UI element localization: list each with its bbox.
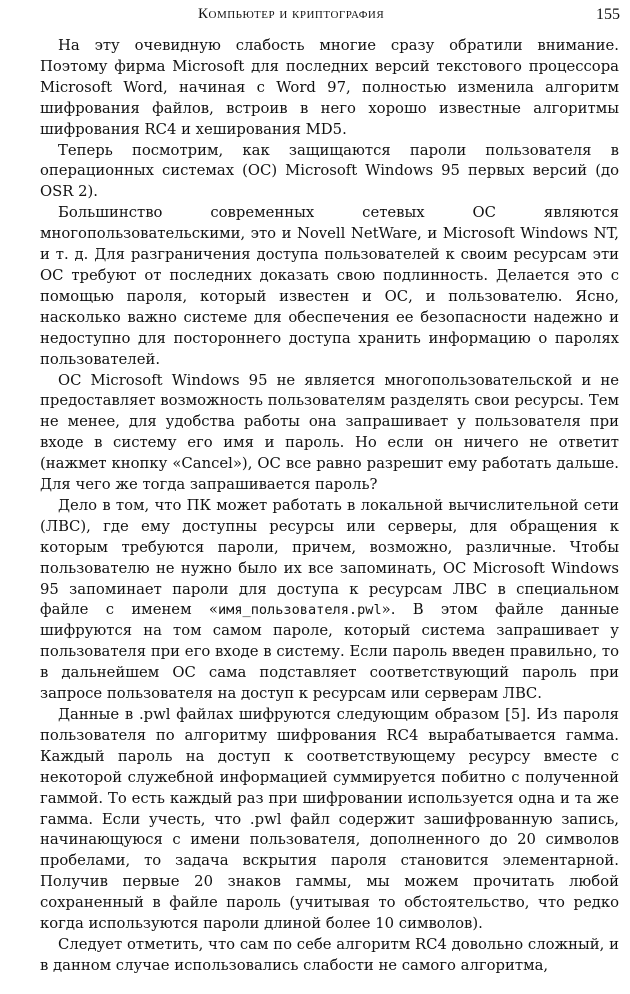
paragraph-rc4-note: Следует отметить, что сам по себе алгоритм RC4 довольно сложный, и в данном случае использовались слабости не самого алгоритма,	[40, 935, 619, 974]
pwl-filename-code: имя_пользователя.pwl	[217, 602, 382, 619]
paragraph-lan-passwords	[40, 496, 619, 705]
paragraph-lan-text-after: ». В этом файле данные шифруются на том самом пароле, который система запрашивает у пользователя при его входе в систему. Если пароль введен правильно, то в дальнейшем ОС сама подставляет соответствующий пароль при запросе пользователя на доступ к ресурсам или серверам ЛВС.	[40, 601, 619, 703]
page-header	[40, 4, 620, 28]
paragraph-pwl-encryption: Данные в .pwl файлах шифруются следующим образом [5]. Из пароля пользователя по алгоритму шифрования RC4 вырабатывается гамма. Каждый пароль на доступ к соответствующему ресурсу вместе с некоторой служебной информацией суммируется побитно с полученной гаммой. То есть каждый раз при шифровании используется одна и та же гамма. Если учесть, что .pwl файл содержит зашифрованную запись, начинающуюся с имени пользователя, дополненного до 20 символов пробелами, то задача вскрытия пароля становится элементарной. Получив первые 20 знаков гаммы, мы можем прочитать любой сохраненный в файле пароль (учитывая то обстоятельство, что редко когда используются пароли длиной более 10 символов).	[40, 706, 619, 933]
paragraph-lan-text-before: Дело в том, что ПК может работать в локальной вычислительной сети (ЛВС), где ему доступны ресурсы или серверы, для обращения к которым требуются пароли, причем, возможно, различные. Чтобы пользователю не нужно было их все запоминать, ОС Microsoft Windows 95 запоминает пароли для доступа к ресурсам ЛВС в специальном файле с именем «	[40, 496, 619, 619]
running-title: Компьютер и криптография	[198, 6, 385, 22]
paragraph-windows95-login: ОС Microsoft Windows 95 не является многопользовательской и не предоставляет возможность пользователям разделять свои ресурсы. Тем не менее, для удобства работы она запрашивает у пользователя при входе в систему его имя и пароль. Но если он ничего не ответит (нажмет кнопку «Cancel»), ОС все равно разрешит ему работать дальше. Для чего же тогда запрашивается пароль?	[40, 371, 619, 494]
body-text	[40, 36, 619, 977]
paragraph-windows95-passwords: Теперь посмотрим, как защищаются пароли пользователя в операционных системах (ОС) Microsoft Windows 95 первых версий (до OSR 2).	[40, 141, 619, 201]
paragraph-word-encryption: На эту очевидную слабость многие сразу обратили внимание. Поэтому фирма Microsoft для последних версий текстового процессора Microsoft Word, начиная с Word 97, полностью изменила алгоритм шифрования файлов, встроив в него хорошо известные алгоритмы шифрования RC4 и хеширования MD5.	[40, 37, 619, 138]
page-number: 155	[596, 6, 620, 23]
paragraph-multiuser-os: Большинство современных сетевых ОС являются многопользовательскими, это и Novell NetWare, и Microsoft Windows NT, и т. д. Для разграничения доступа пользователей к своим ресурсам эти ОС требуют от последних доказать свою подлинность. Делается это с помощью пароля, который известен и ОС, и пользователю. Ясно, насколько важно системе для обеспечения ее безопасности надежно и недоступно для постороннего доступа хранить информацию о паролях пользователей.	[40, 204, 619, 368]
